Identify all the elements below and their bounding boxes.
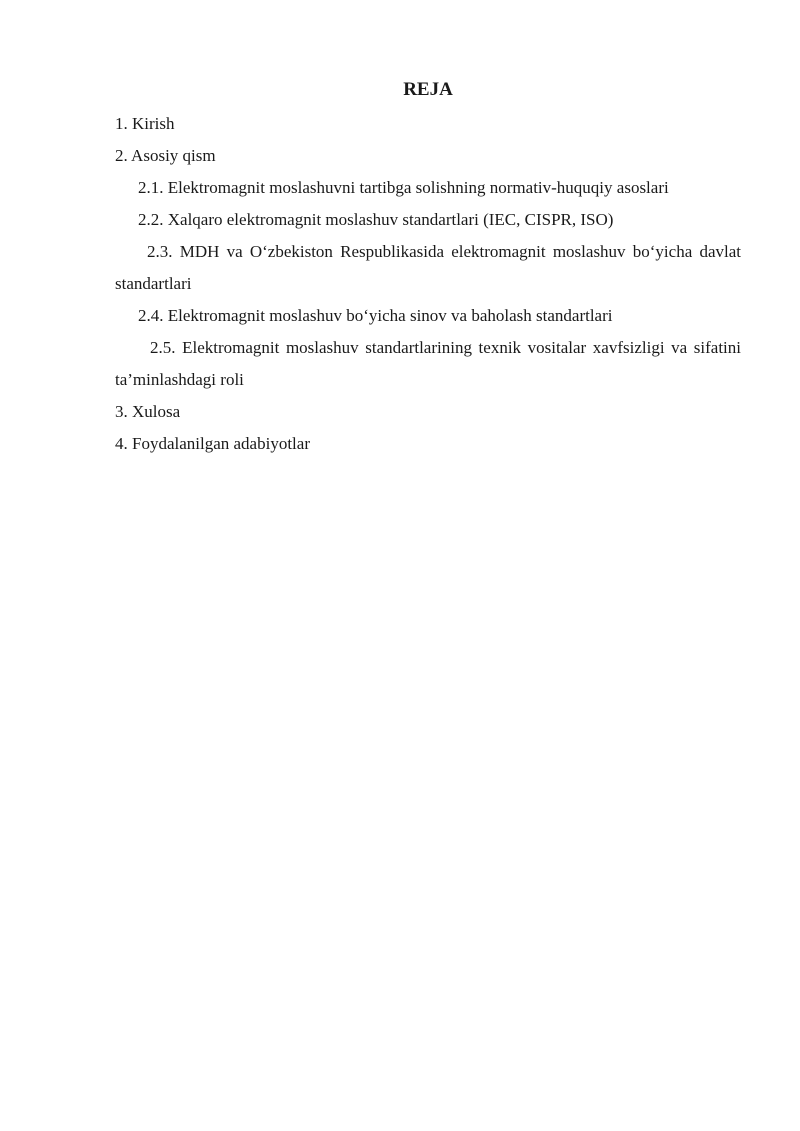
toc-item-2-5: 2.5. Elektromagnit moslashuv standartlarining texnik vositalar xavfsizligi va sifatini ta’minlashdagi roli [115, 338, 741, 389]
page-title: REJA [403, 79, 453, 100]
toc-item-2-3: 2.3. MDH va O‘zbekiston Respublikasida elektromagnit moslashuv bo‘yicha davlat standartlari [115, 242, 741, 293]
toc-item-2-1: 2.1. Elektromagnit moslashuvni tartibga solishning normativ-huquqiy asoslari [138, 178, 669, 197]
table-of-contents [115, 76, 741, 460]
toc-item-3: 3. Xulosa [115, 402, 181, 421]
toc-item-2: 2. Asosiy qism [115, 146, 216, 165]
toc-item-1: 1. Kirish [115, 114, 175, 133]
toc-item-4: 4. Foydalanilgan adabiyotlar [115, 434, 310, 453]
toc-item-2-4: 2.4. Elektromagnit moslashuv bo‘yicha sinov va baholash standartlari [138, 306, 613, 325]
toc-item-2-2: 2.2. Xalqaro elektromagnit moslashuv standartlari (IEC, CISPR, ISO) [138, 210, 614, 229]
